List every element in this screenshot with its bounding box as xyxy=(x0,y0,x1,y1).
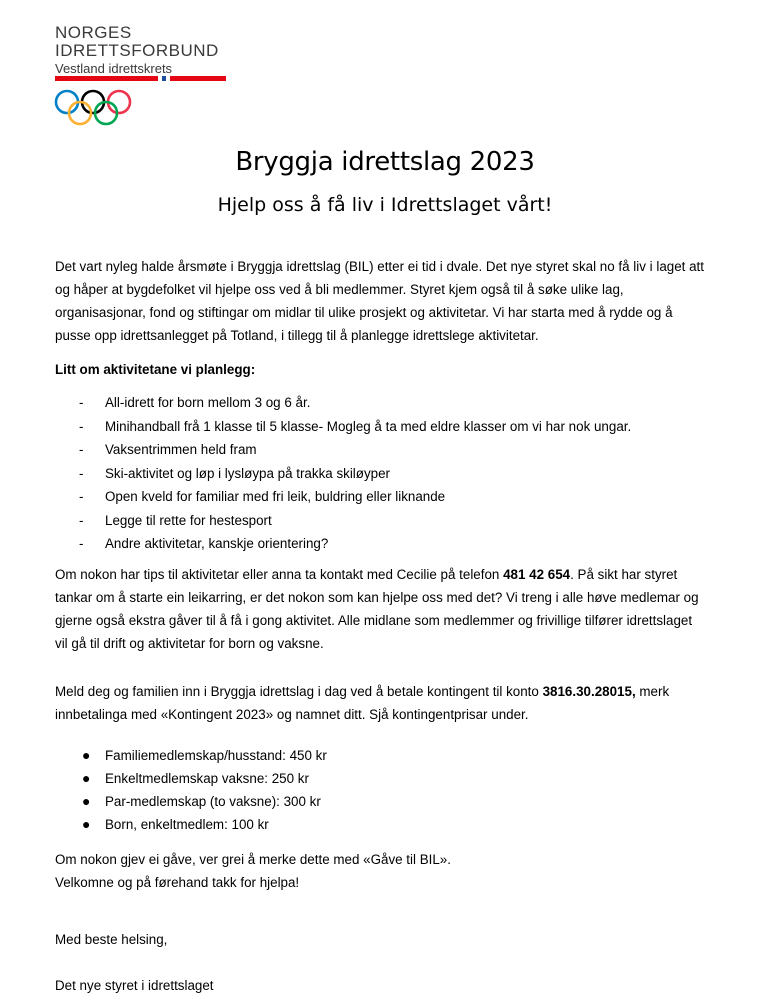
list-item: - Legge til rette for hestesport xyxy=(79,512,272,528)
list-item: ● Enkeltmedlemskap vaksne: 250 kr xyxy=(82,770,309,786)
list-item: ● Par-medlemskap (to vaksne): 300 kr xyxy=(82,793,321,809)
membership-paragraph xyxy=(55,680,705,726)
greeting: Med beste helsing, xyxy=(55,932,168,947)
list-item: ● Familiemedlemskap/husstand: 450 kr xyxy=(82,747,327,763)
page-subtitle: Hjelp oss å få liv i Idrettslaget vårt! xyxy=(217,194,553,216)
olympic-rings-icon xyxy=(53,88,135,128)
activities-heading: Litt om aktivitetane vi planlegg: xyxy=(55,362,256,377)
activities-list xyxy=(55,391,715,556)
logo-text-idrettsforbund: IDRETTSFORBUND xyxy=(55,41,219,60)
price-text: Born, enkeltmedlem: 100 kr xyxy=(105,817,269,832)
list-item: - Vaksentrimmen held fram xyxy=(79,442,257,457)
activity-text: Vaksentrimmen held fram xyxy=(105,442,257,457)
activity-text: Ski-aktivitet og løp i lysløypa på trakka skiløyper xyxy=(105,465,391,481)
activity-text: Legge til rette for hestesport xyxy=(105,512,272,528)
activity-text: Open kveld for familiar med fri leik, buldring eller liknande xyxy=(105,489,446,504)
membership-text-rest: merk innbetalinga med «Kontingent 2023» og namnet ditt. Sjå kontingentprisar under. xyxy=(55,684,670,722)
price-text: Familiemedlemskap/husstand: 450 kr xyxy=(105,748,327,763)
activity-text: Minihandball frå 1 klasse til 5 klasse- Mogleg å ta med eldre klasser om vi har nok ungar. xyxy=(105,418,632,434)
page-title: Bryggja idrettslag 2023 xyxy=(235,147,535,177)
list-item: - All-idrett for born mellom 3 og 6 år. xyxy=(79,395,311,410)
intro-paragraph: Det vart nyleg halde årsmøte i Bryggja idrettslag (BIL) etter ei tid i dvale. Det nye styret skal no få liv i laget att og håper at bygdefolket vil hjelpe oss ved å bli medlemmer. Styret kjem også til å søke ulike lag, organisasjonar, fond og stiftingar om midlar til ulike prosjekt og aktivitetar. Vi har starta med å rydde og å pusse opp idrettsanlegget på Totland, i tillegg til å planlegge idrettslege aktivitetar. xyxy=(55,259,704,343)
list-item: - Minihandball frå 1 klasse til 5 klasse- Mogleg å ta med eldre klasser om vi har nok ungar. xyxy=(79,418,632,434)
flag-stripe xyxy=(55,76,226,81)
nif-logo xyxy=(55,24,219,77)
contact-text-rest: . På sikt har styret tankar om å starte ein leikarring, er det nokon som kan hjelpe oss med det? Vi treng i alle høve medlemar og gjerne også ekstra gåver til å få i gong aktivitet. Alle midlane som medlemmer og frivillige tilfører idrettslaget vil gå til drift og aktivitetar for born og vaksne. xyxy=(55,567,699,651)
list-item: - Andre aktivitetar, kanskje orientering? xyxy=(79,536,329,551)
contact-paragraph xyxy=(55,563,705,655)
account-number: 3816.30.28015, xyxy=(542,684,636,699)
logo-text-krets: Vestland idrettskrets xyxy=(55,61,173,76)
closing-paragraph xyxy=(55,848,705,894)
logo-text-norges: NORGES xyxy=(55,23,132,42)
price-text: Enkeltmedlemskap vaksne: 250 kr xyxy=(105,771,309,786)
list-item: - Open kveld for familiar med fri leik, buldring eller liknande xyxy=(79,489,446,504)
thanks-line: Velkomne og på førehand takk for hjelpa! xyxy=(55,875,300,890)
signature: Det nye styret i idrettslaget xyxy=(55,978,214,993)
contact-text: Om nokon har tips til aktivitetar eller anna ta kontakt med Cecilie på telefon xyxy=(55,567,504,582)
list-item: - Ski-aktivitet og løp i lysløypa på trakka skiløyper xyxy=(79,465,391,481)
phone-number: 481 42 654 xyxy=(503,567,571,582)
membership-text: Meld deg og familien inn i Bryggja idrettslag i dag ved å betale kontingent til konto xyxy=(55,684,543,699)
price-list xyxy=(55,744,555,836)
price-text: Par-medlemskap (to vaksne): 300 kr xyxy=(105,794,321,809)
activity-text: All-idrett for born mellom 3 og 6 år. xyxy=(105,395,311,410)
list-item: ● Born, enkeltmedlem: 100 kr xyxy=(82,816,269,832)
activity-text: Andre aktivitetar, kanskje orientering? xyxy=(105,536,329,551)
gift-line: Om nokon gjev ei gåve, ver grei å merke dette med «Gåve til BIL». xyxy=(55,852,451,867)
